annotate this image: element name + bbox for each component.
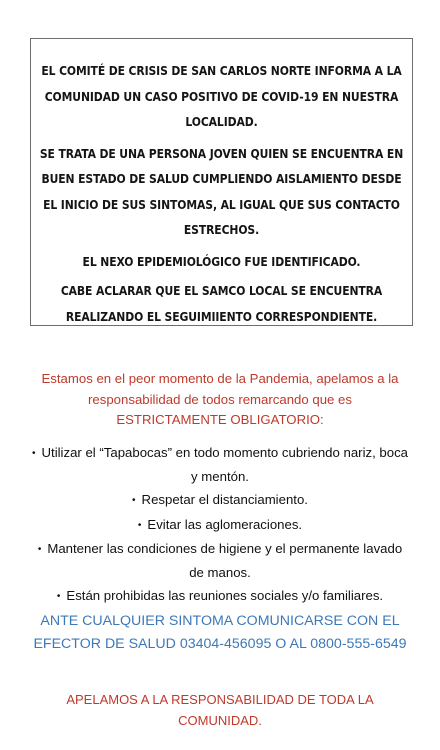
bullet-icon: • xyxy=(137,519,142,531)
notice-box xyxy=(30,38,413,326)
appeal-section xyxy=(18,369,422,431)
rule-item-mask xyxy=(30,442,410,488)
appeal-emphasis: ESTRICTAMENTE OBLIGATORIO: xyxy=(116,412,324,427)
appeal-text: Estamos en el peor momento de la Pandemia, apelamos a la responsabilidad de todos remarcando que es xyxy=(41,371,399,407)
bullet-icon: • xyxy=(37,544,42,555)
notice-paragraph-patient-status: SE TRATA DE UNA PERSONA JOVEN QUIEN SE ENCUENTRA EN BUEN ESTADO DE SALUD CUMPLIENDO AISLAMIENTO DESDE EL INICIO DE SUS SINTOMAS, AL IGUAL QUE SUS CONTACTO ESTRECHOS. xyxy=(39,146,404,237)
rule-item-crowds xyxy=(30,514,410,538)
rule-text: Evitar las aglomeraciones. xyxy=(147,516,303,532)
rule-text: Respetar el distanciamiento. xyxy=(141,492,308,507)
notice-paragraph-announcement: EL COMITÉ DE CRISIS DE SAN CARLOS NORTE INFORMA A LA COMUNIDAD UN CASO POSITIVO DE COVID-19 EN NUESTRA LOCALIDAD. xyxy=(41,64,402,129)
rule-text: Utilizar el “Tapabocas” en todo momento cubriendo nariz, boca y mentón. xyxy=(41,445,409,484)
rule-text: Están prohibidas las reuniones sociales y/o familiares. xyxy=(66,588,384,603)
bullet-icon: • xyxy=(56,591,61,602)
rule-item-hygiene xyxy=(30,538,410,584)
contact-notice: ANTE CUALQUIER SINTOMA COMUNICARSE CON EL EFECTOR DE SALUD 03404-456095 O AL 0800-555-6549 xyxy=(33,613,407,652)
rule-text: Mantener las condiciones de higiene y el permanente lavado de manos. xyxy=(47,541,403,580)
rule-item-distancing xyxy=(30,489,410,513)
rules-list xyxy=(30,442,410,610)
bullet-icon: • xyxy=(31,448,36,459)
bullet-icon: • xyxy=(132,495,136,506)
rule-item-gatherings xyxy=(30,585,410,609)
notice-paragraph-samco-followup: CABE ACLARAR QUE EL SAMCO LOCAL SE ENCUENTRA REALIZANDO EL SEGUIMIIENTO CORRESPONDIENTE. xyxy=(60,284,383,324)
notice-paragraph-epidemiological-link: EL NEXO EPIDEMIOLÓGICO FUE IDENTIFICADO. xyxy=(82,254,361,269)
closing-appeal: APELAMOS A LA RESPONSABILIDAD DE TODA LA COMUNIDAD. xyxy=(66,692,374,728)
